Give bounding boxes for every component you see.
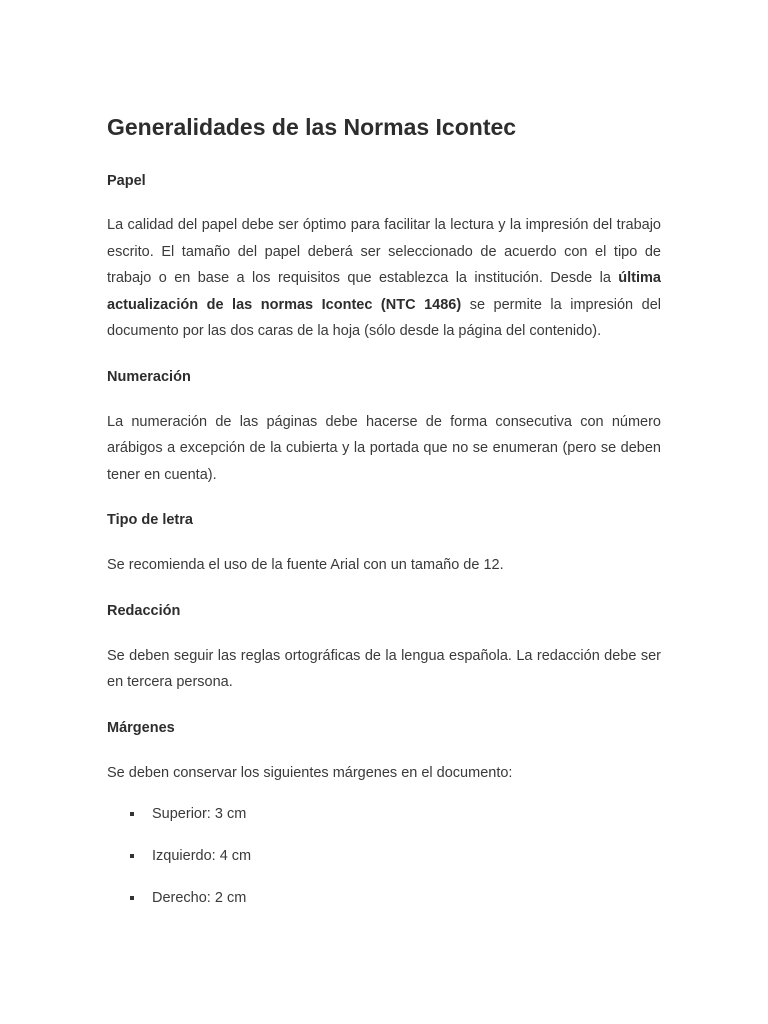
bullet-square-icon — [130, 812, 134, 816]
section-text-tipo-letra: Se recomienda el uso de la fuente Arial con un tamaño de 12. — [107, 557, 504, 573]
bullet-square-icon — [130, 854, 134, 858]
papel-text-after: se permite la impresión del documento por las dos caras de la hoja (sólo desde la página del contenido). — [107, 296, 661, 339]
list-item — [107, 846, 661, 866]
section-text-redaccion: Se deben seguir las reglas ortográficas de la lengua española. La redacción debe ser en tercera persona. — [107, 647, 661, 690]
section-heading-papel: Papel — [107, 173, 146, 189]
page-title: Generalidades de las Normas Icontec — [107, 114, 517, 140]
section-heading-tipo-letra: Tipo de letra — [107, 512, 193, 528]
list-item — [107, 888, 661, 908]
section-text-numeracion: La numeración de las páginas debe hacerse de forma consecutiva con número arábigos a excepción de la cubierta y la portada que no se enumeran (pero se deben tener en cuenta). — [107, 413, 661, 483]
list-item — [107, 804, 661, 824]
bullet-square-icon — [130, 896, 134, 900]
list-item-text: Derecho: 2 cm — [152, 890, 247, 906]
list-item-text: Superior: 3 cm — [152, 806, 247, 822]
list-item-text: Izquierdo: 4 cm — [152, 848, 252, 864]
section-heading-numeracion: Numeración — [107, 368, 191, 385]
section-text-papel — [107, 212, 661, 345]
section-text-margenes: Se deben conservar los siguientes márgenes en el documento: — [107, 764, 513, 781]
papel-text-bold: última actualización de las normas Icontec (NTC 1486) — [107, 270, 661, 313]
margins-list — [107, 804, 661, 908]
section-heading-margenes: Márgenes — [107, 719, 175, 736]
section-heading-redaccion: Redacción — [107, 602, 181, 619]
papel-text-before: La calidad del papel debe ser óptimo para facilitar la lectura y la impresión del trabajo escrito. El tamaño del papel deberá ser seleccionado de acuerdo con el tipo de trabajo o en base a los requisitos que establezca la institución. Desde la — [107, 217, 661, 286]
